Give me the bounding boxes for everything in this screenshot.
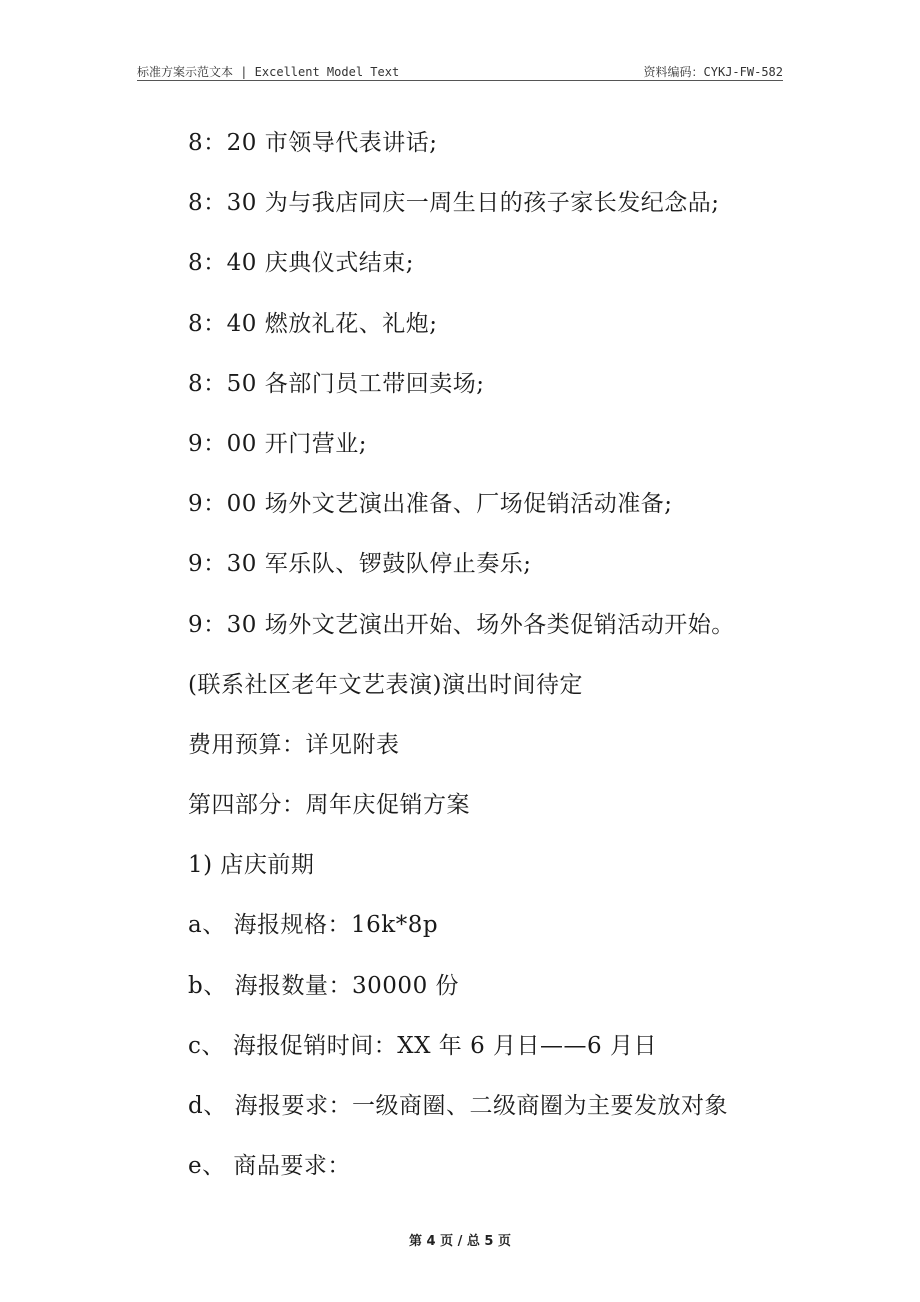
list-item: d、 海报要求：一级商圈、二级商圈为主要发放对象 <box>188 1093 729 1119</box>
header-divider <box>137 80 783 81</box>
body-line: 9：00 场外文艺演出准备、厂场促销活动准备; <box>188 491 673 518</box>
document-code: 资料编码：CYKJ-FW-582 <box>643 65 783 79</box>
page-number: 第 4 页 / 总 5 页 <box>409 1234 511 1249</box>
body-line: 8：30 为与我店同庆一周生日的孩子家长发纪念品; <box>188 190 720 217</box>
header-title: 标准方案示范文本 | Excellent Model Text <box>137 65 400 79</box>
body-line: 费用预算：详见附表 <box>188 731 400 758</box>
body-line: 8：20 市领导代表讲话; <box>188 130 438 156</box>
document-body <box>188 126 808 1209</box>
body-line: (联系社区老年文艺表演)演出时间待定 <box>188 671 583 698</box>
body-line: 9：00 开门营业; <box>188 430 367 457</box>
list-item: c、 海报促销时间：XX 年 6 月日——6 月日 <box>188 1032 657 1059</box>
body-line: 9：30 场外文艺演出开始、场外各类促销活动开始。 <box>188 611 735 638</box>
body-line: 8：40 燃放礼花、礼炮; <box>188 310 438 337</box>
body-line: 1) 店庆前期 <box>188 852 315 879</box>
list-item: a、 海报规格：16k*8p <box>188 912 439 939</box>
list-item: e、 商品要求： <box>188 1153 351 1180</box>
section-heading: 第四部分：周年庆促销方案 <box>188 792 470 819</box>
body-line: 8：50 各部门员工带回卖场; <box>188 370 485 397</box>
list-item: b、 海报数量：30000 份 <box>188 972 460 999</box>
page-header <box>137 60 783 80</box>
body-line: 9：30 军乐队、锣鼓队停止奏乐; <box>188 551 532 578</box>
body-line: 8：40 庆典仪式结束; <box>188 250 414 277</box>
